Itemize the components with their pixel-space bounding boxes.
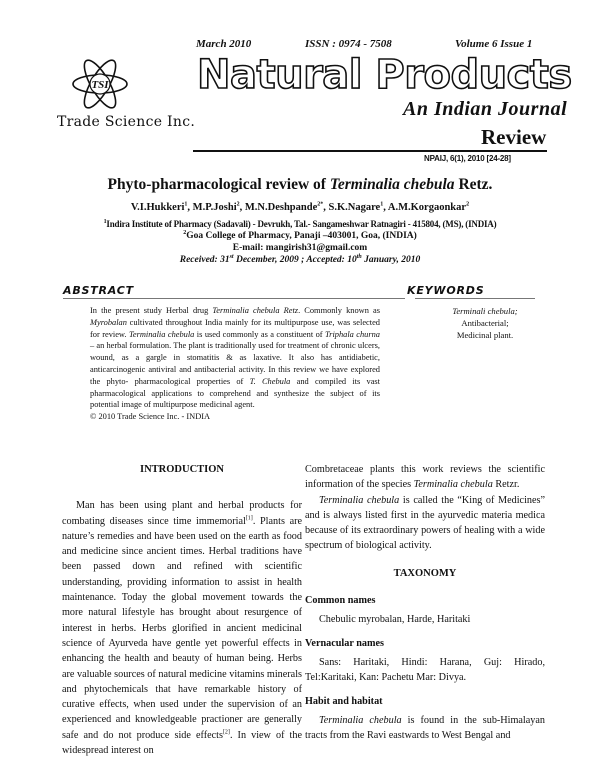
paper-title: Phyto-pharmacological review of Terminalia chebula Retz.	[107, 176, 493, 193]
introduction-paragraph: Man has been using plant and herbal products for combating diseases since time immemorial[1]. Plants are nature’s remedies and have been used on the earth as food and medicine since ancient times. Herbal traditions have been passed down and refined with scientific understanding, providing information to assist in health maintenance. Today the global movement towards the more natural lifestyle has brought about resurgence of interest in herbs. Herbs glorified in ancient medicinal science of Ayurveda have gentle yet powerful effects in enhancing the health and beauty of human being. Herbs are valuable sources of natural medicine vitamins minerals and phytochemicals that have remarkable history of curative effects, when used under the supervision of an experienced and knowledgeable practioner are generally safe and do not produce side effects[2]. In view of the widespread interest on	[62, 500, 302, 757]
logo-text: TSI	[91, 79, 109, 91]
author: M.N.Deshpande	[244, 202, 318, 213]
common-names-heading: Common names	[305, 595, 376, 607]
atom-logo-icon	[70, 56, 130, 112]
right-column	[305, 462, 545, 743]
vernacular-names-heading: Vernacular names	[305, 637, 384, 649]
received-accepted-dates: Received: 31st December, 2009 ; Accepted: 10th January, 2010	[179, 253, 421, 265]
abstract-heading: ABSTRACT	[63, 284, 134, 297]
publisher-name: Trade Science Inc.	[57, 114, 196, 130]
left-column	[62, 462, 302, 758]
author-list: V.I.Hukkeri$^1$, M.P.Joshi$^2$, M.N.Deshpande$^{2*}$, S.K.Nagare$^1$, A.M.Korgaonkar$^2$	[130, 201, 470, 213]
habit-habitat-text: Terminalia chebula is found in the sub-Himalayan tracts from the Ravi eastwards to West Bengal and	[305, 714, 545, 742]
reference-1: [1]	[245, 515, 253, 522]
volume-issue: Volume 6 Issue 1	[455, 38, 533, 50]
affiliation-1: $^1$Indira Institute of Pharmacy (Sadavali) - Devrukh, Tal.- Sangameshwar Ratnagiri - 415804, (MS), (INDIA)	[103, 219, 497, 229]
journal-type: Review	[481, 125, 547, 149]
affiliation-2: $^2$Goa College of Pharmacy, Panaji –403001, Goa, (INDIA)	[183, 229, 417, 241]
journal-subtitle: An Indian Journal	[403, 98, 568, 120]
email[interactable]: E-mail: mangirish31@gmail.com	[232, 243, 368, 253]
author: M.P.Joshi	[192, 202, 237, 213]
issn: ISSN : 0974 - 7508	[305, 38, 392, 50]
author: A.M.Korgaonkar	[387, 202, 467, 213]
continued-paragraph: Combretaceae plants this work reviews the scientific information of the species Terminalia chebula Retzr.	[305, 464, 545, 491]
keyword-list	[410, 306, 560, 341]
habit-habitat-heading: Habit and habitat	[305, 695, 383, 707]
common-names-text: Chebulic myrobalan, Harde, Haritaki	[319, 614, 471, 626]
introduction-heading: INTRODUCTION	[139, 464, 224, 475]
abstract-body: In the present study Herbal drug Terminalia chebula Retz. Commonly known as Myrobalan cultivated throughout India mainly for its multipurpose use, was selected for review. Terminalia chebula is used commonly as a constituent of Triphala churna – an herbal formulation. The plant is traditionally used for treatment of chronic ulcers, wound, as a gargle in stomatitis & as laxative. It also has antidiabetic, anticarcinogenic antiviral and antibacterial activity. In this review we have explored the phyto- pharmacological properties of T. Chebula and compiled its vast pharmacological applications to comprehend and synthesize the subject of its potential image of multipurpose medicinal agent. © 2010 Trade Science Inc. - INDIA	[90, 306, 380, 422]
keyword-item: Antibacterial;	[461, 317, 509, 328]
title-species: Terminalia chebula	[329, 176, 455, 193]
issue-date: March 2010	[196, 38, 252, 50]
author: V.I.Hukkeri	[130, 202, 185, 213]
copyright: © 2010 Trade Science Inc. - INDIA	[90, 412, 211, 422]
author: S.K.Nagare	[328, 202, 381, 213]
keywords-heading: KEYWORDS	[407, 284, 485, 297]
keywords-rule	[415, 298, 535, 299]
header-rule	[193, 150, 547, 152]
keyword-item: Terminali chebula;	[452, 306, 518, 316]
king-of-medicines-paragraph: Terminalia chebula is called the “King of Medicines” and is always listed first in the ayurvedic materia medica because of its extraordinary powers of healing with a wide spectrum of biological activity.	[305, 494, 545, 552]
keyword-item: Medicinal plant.	[456, 329, 514, 340]
journal-title: Natural Products	[197, 52, 572, 98]
abstract-rule	[63, 298, 405, 299]
citation: NPAIJ, 6(1), 2010 [24-28]	[424, 154, 511, 163]
vernacular-names-text: Sans: Haritaki, Hindi: Harana, Guj: Hirado, Tel:Karitaki, Kan: Pachetu Mar: Divya.	[305, 656, 545, 684]
taxonomy-heading: TAXONOMY	[393, 567, 457, 579]
reference-2: [2]	[222, 729, 230, 736]
